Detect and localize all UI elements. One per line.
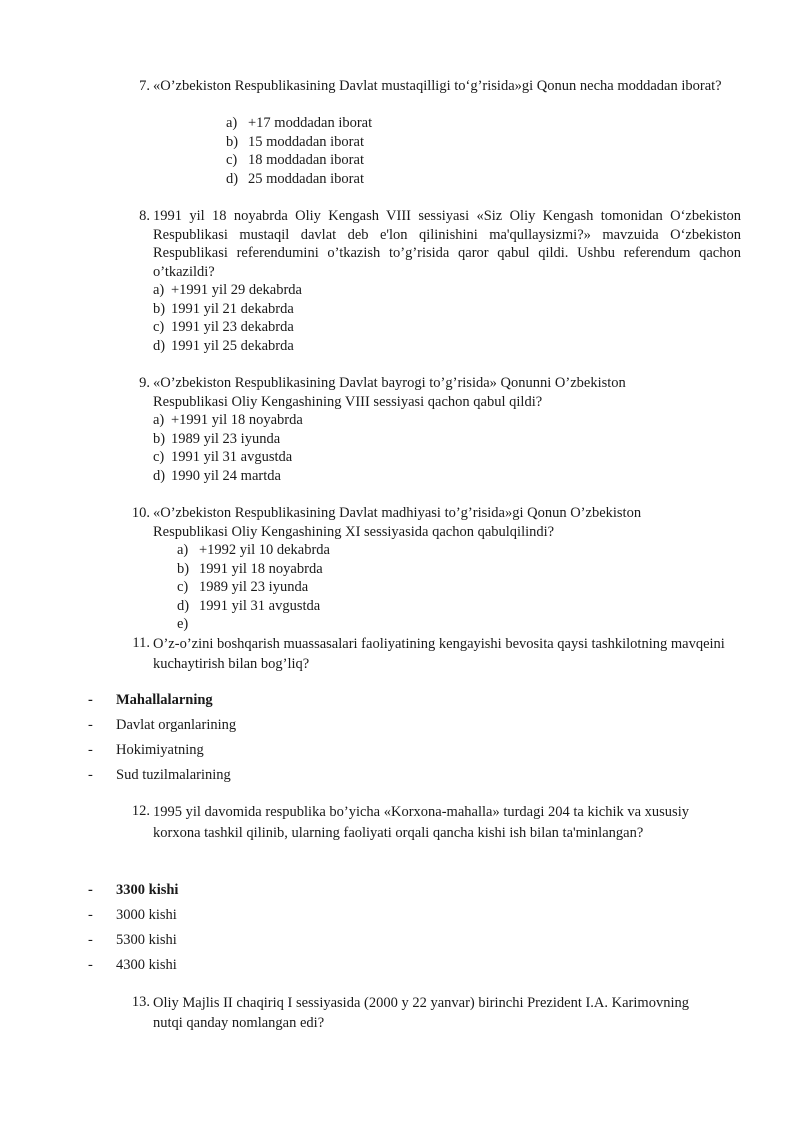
options-list — [153, 411, 303, 485]
question-text: 1995 yil davomida respublika bo’yicha «Korxona-mahalla» turdagi 204 ta kichik va xususiy korxona tashkil qilinib, ularning faoliyati orqali qancha kishi ish bilan ta'minlangan? — [153, 804, 689, 841]
options-list — [153, 281, 302, 355]
option-c: c) 1989 yil 23 iyunda — [177, 579, 309, 595]
answer-item — [0, 767, 800, 791]
answer-item — [0, 932, 800, 956]
question-number: 13. — [131, 994, 150, 1010]
option-b: b) 1991 yil 21 dekabrda — [153, 300, 294, 317]
question-text: O’z-o’zini boshqarish muassasalari faoliyatining kengayishi bevosita qaysi tashkilotning mavqeini kuchaytirish bilan bog’liq? — [153, 636, 725, 672]
answer-dash: - — [88, 907, 93, 923]
question-text: «O’zbekiston Respublikasining Davlat bayrogi to’g’risida» Qonunni O’zbekiston Respublikasi Oliy Kengashining VIII sessiyasi qachon qabul qildi? — [153, 375, 626, 410]
option-b: b) 1991 yil 18 noyabrda — [177, 560, 323, 577]
question-number: 7. — [139, 78, 150, 94]
answer-text: Sud tuzilmalarining — [116, 767, 231, 783]
question-number: 12. — [131, 803, 150, 819]
answer-text: 5300 kishi — [116, 932, 177, 948]
answer-dash: - — [88, 932, 93, 948]
question-number: 11. — [132, 635, 150, 651]
question-number: 9. — [139, 375, 150, 391]
options-list — [226, 114, 372, 188]
question-text: Oliy Majlis II chaqiriq I sessiyasida (2000 y 22 yanvar) birinchi Prezident I.A. Karimovning nutqi qanday nomlangan edi? — [153, 995, 689, 1031]
options-list — [177, 541, 330, 634]
question-text: «O’zbekiston Respublikasining Davlat madhiyasi to’g’risida»gi Qonun O’zbekiston Respublikasi Oliy Kengashining XI sessiyasida qachon qabulqilindi? — [153, 505, 642, 540]
answer-item — [0, 882, 800, 906]
answer-dash: - — [88, 742, 93, 758]
answer-text: 4300 kishi — [116, 957, 177, 973]
answer-correct: 3300 kishi — [116, 882, 179, 898]
answer-dash: - — [88, 767, 93, 783]
question-number: 10. — [131, 505, 150, 521]
answer-item — [0, 907, 800, 931]
option-c: c) 18 moddadan iborat — [226, 152, 364, 168]
question-number: 8. — [139, 208, 150, 224]
question-text: 1991 yil 18 noyabrda Oliy Kengash VIII sessiyasi «Siz Oliy Kengash tomonidan O‘zbekiston Respublikasi mustaqil davlat deb e'lon qilinishini ma'qullaysizmi?» mavzuida O‘zbekiston Respublikasi referendumini o’tkazish to’g’risida qaror qabul qildi. Ushbu referendum qachon o’tkazildi? — [153, 208, 741, 280]
answer-dash: - — [88, 717, 93, 733]
option-b: b) 15 moddadan iborat — [226, 133, 364, 150]
option-a: a) +1991 yil 18 noyabrda — [153, 412, 303, 428]
answer-item — [0, 717, 800, 741]
option-c: c) 1991 yil 31 avgustda — [153, 449, 293, 465]
answer-text: Hokimiyatning — [116, 742, 204, 758]
option-b: b) 1989 yil 23 iyunda — [153, 430, 281, 447]
question-text: «O’zbekiston Respublikasining Davlat mustaqilligi to‘g’risida»gi Qonun necha moddadan iborat? — [153, 78, 722, 94]
option-d: d) 1991 yil 25 dekabrda — [153, 337, 294, 354]
answer-item — [0, 957, 800, 981]
answer-correct: Mahallalarning — [116, 692, 213, 708]
answer-item — [0, 692, 800, 716]
answer-dash: - — [88, 957, 93, 973]
option-d: d) 1990 yil 24 martda — [153, 467, 281, 484]
answer-item — [0, 742, 800, 766]
answer-text: 3000 kishi — [116, 907, 177, 923]
option-a: a) +1991 yil 29 dekabrda — [153, 282, 302, 298]
option-c: c) 1991 yil 23 dekabrda — [153, 319, 294, 335]
answer-dash: - — [88, 692, 93, 708]
option-a: a) +17 moddadan iborat — [226, 115, 373, 131]
option-d: d) 25 moddadan iborat — [226, 170, 364, 187]
answer-dash: - — [88, 882, 93, 898]
option-e: e) — [177, 616, 189, 632]
option-a: a) +1992 yil 10 dekabrda — [177, 542, 330, 558]
answer-text: Davlat organlarining — [116, 717, 237, 733]
option-d: d) 1991 yil 31 avgustda — [177, 597, 321, 614]
